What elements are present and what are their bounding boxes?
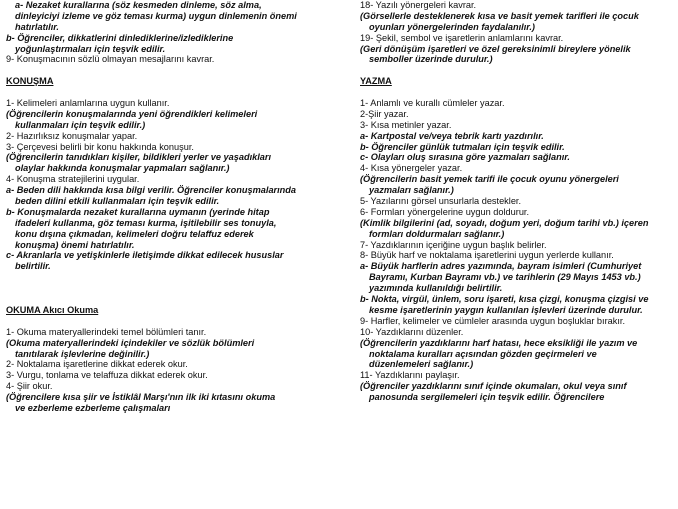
- text-line: 7- Yazdıklarının içeriğine uygun başlık belirler.: [360, 239, 547, 250]
- text-line: ifadeleri kullanma, göz teması kurma, işitilebilir ses tonuyla,: [15, 217, 277, 228]
- section-heading-yazma: YAZMA: [360, 76, 392, 87]
- text-line: (Kimlik bilgilerini (ad, soyadı, doğum yeri, doğum tarihi vb.) içeren: [360, 217, 649, 228]
- text-line: 4- Şiir okur.: [6, 381, 53, 392]
- text-line: a- Nezaket kurallarına (söz kesmeden dinleme, söz alma,: [15, 0, 262, 10]
- text-line: (Öğrencilere kısa şiir ve İstiklâl Marşı'nın ilk iki kıtasını okuma: [6, 392, 276, 403]
- right-column: [360, 0, 672, 403]
- text-line: 2- Hazırlıksız konuşmalar yapar.: [6, 130, 138, 141]
- text-line: semboller üzerinde durulur.): [369, 54, 493, 65]
- text-line: kesme işaretlerinin yaygın kullanılan işlevleri üzerinde durulur.: [369, 304, 643, 315]
- text-line: 1- Okuma materyallerindeki temel bölümleri tanır.: [6, 326, 207, 337]
- text-line: Bayramı, Kurban Bayramı vb.) ve tarihlerin (29 Mayıs 1453 vb.): [369, 272, 641, 283]
- text-line: b- Öğrenciler, dikkatlerini dinlediklerine/izlediklerine: [6, 32, 234, 43]
- text-line: formları doldurmaları sağlanır.): [369, 228, 505, 239]
- text-line: 11- Yazdıklarını paylaşır.: [360, 370, 460, 381]
- text-line: olaylar hakkında konuşmalar yapmaları sağlanır.): [15, 163, 230, 174]
- text-line: b- Öğrenciler günlük tutmaları için teşvik edilir.: [360, 141, 565, 152]
- text-line: (Öğrencilerin basit yemek tarifi ile çocuk oyunu yönergeleri: [360, 174, 619, 185]
- text-line: 19- Şekil, sembol ve işaretlerin anlamlarını kavrar.: [360, 32, 564, 43]
- text-line: noktalama kuralları açısından gözden geçirmeleri ve: [369, 348, 597, 359]
- text-line: konuşma) önemi hatırlatılır.: [15, 239, 135, 250]
- text-line: tanıtılarak işlevlerine değinilir.): [15, 348, 150, 359]
- text-line: kullanmaları için teşvik edilir.): [15, 119, 146, 130]
- text-line: yoğunlaştırmaları için teşvik edilir.: [15, 43, 166, 54]
- text-line: c- Olayları oluş sırasına göre yazmaları sağlanır.: [360, 152, 570, 163]
- text-line: 3- Çerçevesi belirli bir konu hakkında konuşur.: [6, 141, 194, 152]
- text-line: 3- Vurgu, tonlama ve telaffuza dikkat ederek okur.: [6, 370, 208, 381]
- text-line: panosunda sergilemeleri için teşvik edilir. Öğrencilere: [369, 392, 605, 403]
- text-line: (Öğrencilerin konuşmalarında yeni öğrendikleri kelimeleri: [6, 108, 258, 119]
- text-line: belirtilir.: [15, 261, 51, 272]
- text-line: konu dışına çıkmadan, kelimeleri doğru telaffuz ederek: [15, 228, 254, 239]
- text-line: yazımında kullanıldığı belirtilir.: [369, 283, 503, 294]
- text-line: 4- Konuşma stratejilerini uygular.: [6, 174, 140, 185]
- text-line: a- Büyük harflerin adres yazımında, bayram isimleri (Cumhuriyet: [360, 261, 642, 272]
- text-line: (Görsellerle desteklenerek kısa ve basit yemek tarifleri ile çocuk: [360, 10, 639, 21]
- left-column: [6, 0, 324, 414]
- text-line: 2- Noktalama işaretlerine dikkat ederek okur.: [6, 359, 188, 370]
- text-line: b- Nokta, virgül, ünlem, soru işareti, kısa çizgi, konuşma çizgisi ve: [360, 294, 649, 305]
- text-line: (Öğrencilerin tanıdıkları kişiler, bildikleri yerler ve yaşadıkları: [6, 152, 272, 163]
- section-heading-okuma: OKUMA Akıcı Okuma: [6, 304, 99, 315]
- text-line: 2-Şiir yazar.: [360, 108, 409, 119]
- text-line: hatırlatılır.: [15, 21, 59, 32]
- text-line: 18- Yazılı yönergeleri kavrar.: [360, 0, 477, 10]
- text-line: (Öğrencilerin yazdıklarını harf hatası, hece eksikliği ile yazım ve: [360, 337, 638, 348]
- text-line: a- Kartpostal ve/veya tebrik kartı yazdırılır.: [360, 130, 544, 141]
- text-line: 6- Formları yönergelerine uygun doldurur.: [360, 206, 530, 217]
- text-line: yazmaları sağlanır.): [369, 185, 454, 196]
- text-line: (Öğrenciler yazdıklarını sınıf içinde okumaları, okul veya sınıf: [360, 381, 627, 392]
- text-line: 3- Kısa metinler yazar.: [360, 119, 452, 130]
- text-line: beden dilini etkili kullanmaları için teşvik edilir.: [15, 196, 220, 207]
- text-line: ve ezberleme ezberleme çalışmaları: [15, 402, 171, 413]
- text-line: 4- Kısa yönergeler yazar.: [360, 163, 463, 174]
- section-heading-konusma: KONUŞMA: [6, 76, 54, 87]
- text-line: dinleyiciyi izleme ve göz teması kurma) uygun dinlemenin önemi: [15, 10, 297, 21]
- text-line: (Geri dönüşüm işaretleri ve özel gereksinimli bireylere yönelik: [360, 43, 631, 54]
- text-line: c- Akranlarla ve yetişkinlerle iletişimde dikkat edilecek hususlar: [6, 250, 284, 261]
- text-line: b- Konuşmalarda nezaket kurallarına uymanın (yerinde hitap: [6, 206, 270, 217]
- text-line: a- Beden dili hakkında kısa bilgi verilir. Öğrenciler konuşmalarında: [6, 185, 297, 196]
- text-line: 8- Büyük harf ve noktalama işaretlerini uygun yerlerde kullanır.: [360, 250, 614, 261]
- text-line: 1- Anlamlı ve kurallı cümleler yazar.: [360, 98, 505, 109]
- text-line: oyunları yönergelerinden faydalanılır.): [369, 21, 535, 32]
- text-line: 9- Konuşmacının sözlü olmayan mesajlarını kavrar.: [6, 54, 215, 65]
- text-line: 9- Harfler, kelimeler ve cümleler arasında uygun boşluklar bırakır.: [360, 315, 626, 326]
- text-line: 1- Kelimeleri anlamlarına uygun kullanır.: [6, 98, 170, 109]
- text-line: (Okuma materyallerindeki içindekiler ve sözlük bölümleri: [6, 337, 255, 348]
- text-line: düzenlemeleri sağlanır.): [369, 359, 474, 370]
- text-line: 10- Yazdıklarını düzenler.: [360, 326, 464, 337]
- text-line: 5- Yazılarını görsel unsurlarla destekler.: [360, 196, 522, 207]
